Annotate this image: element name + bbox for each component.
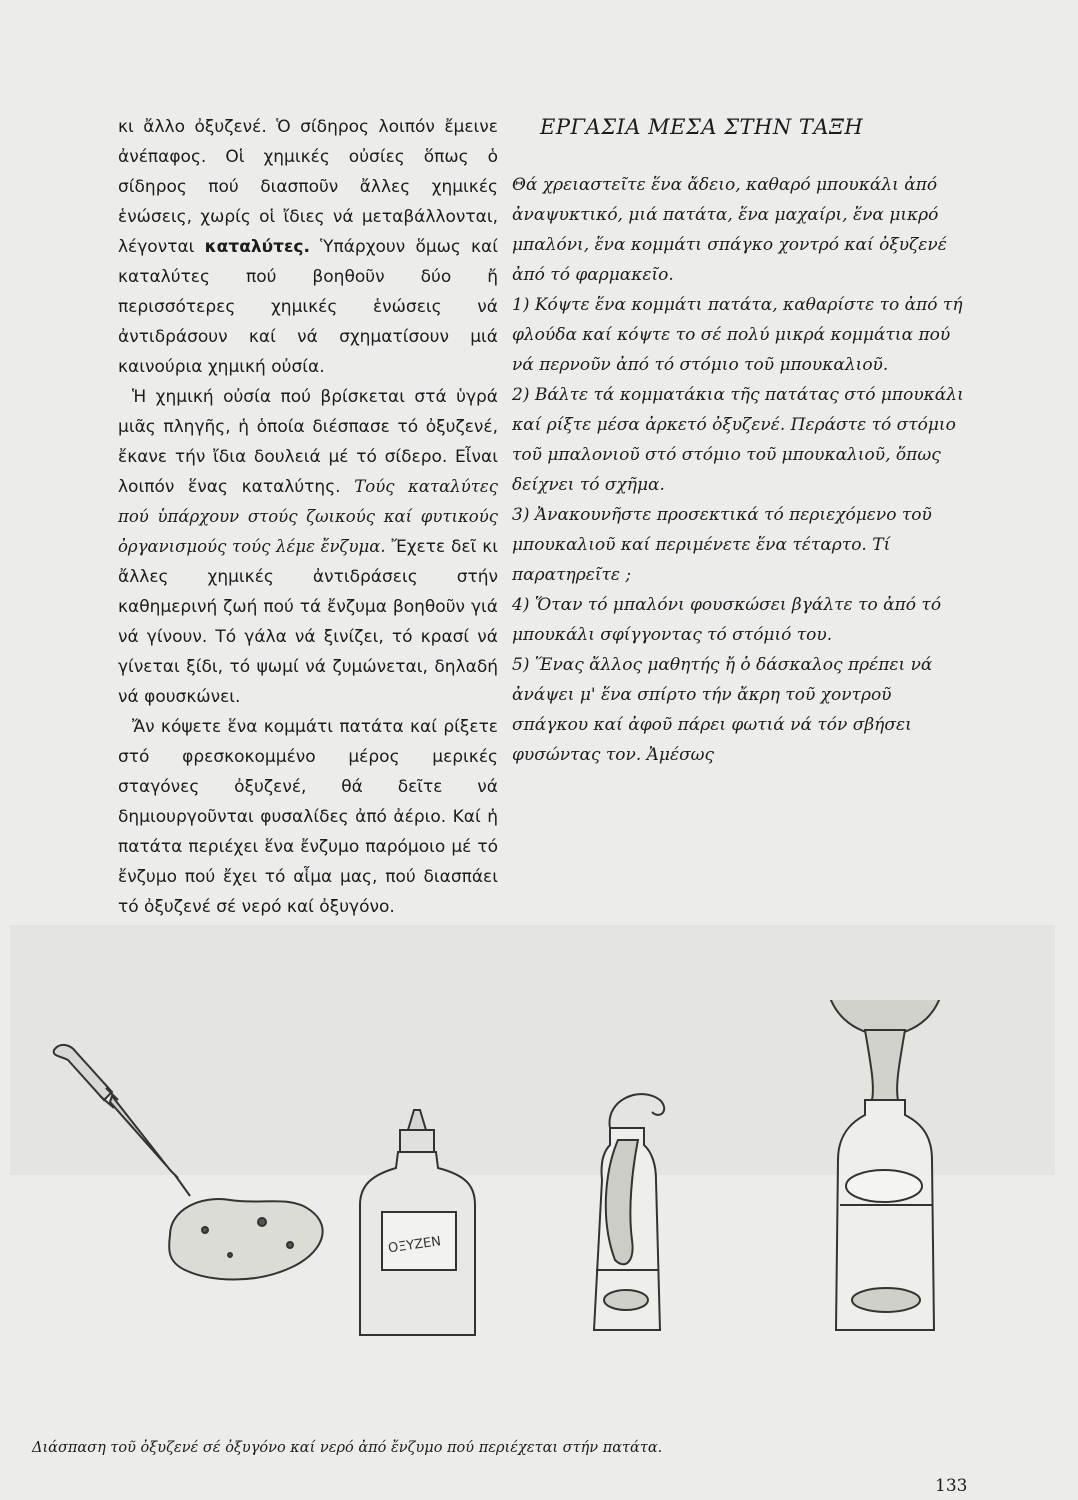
- section-title: ΕΡΓΑΣΙΑ ΜΕΣΑ ΣΤΗΝ ΤΑΞΗ: [540, 115, 864, 139]
- figure-caption: Διάσπαση τοῦ ὀξυζενέ σέ ὀξυγόνο καί νερό ἀπό ἔνζυμο πού περιέχεται στήν πατάτα.: [32, 1440, 663, 1456]
- svg-text:ΟΞΥΖΕΝ: ΟΞΥΖΕΝ: [387, 1234, 443, 1257]
- peroxide-bottle-drawing: [360, 1110, 475, 1335]
- left-column: [118, 112, 498, 922]
- term-catalysts: καταλύτες.: [204, 237, 310, 257]
- paragraph-catalysts: [118, 112, 498, 382]
- potato-drawing: [169, 1199, 323, 1279]
- step-5: 5) Ἕνας ἄλλος μαθητής ἤ ὁ δάσκαλος πρέπει νά ἀνάψει μ' ἕνα σπίρτο τήν ἄκρη τοῦ χοντροῦ σπάγκου καί ἀφοῦ πάρει φωτιά νά τόν σβήσει φυσώντας τον. Ἀμέσως: [512, 655, 933, 765]
- right-column: [512, 112, 964, 770]
- enzyme-definition: Τούς καταλύτες πού ὑπάρχουν στούς ζωικούς καί φυτικούς ὀργανισμούς τούς λέμε ἔνζυμα.: [118, 477, 498, 556]
- text-run: Ὑπάρχουν ὅμως καί καταλύτες πού βοηθοῦν δύο ἤ περισσότερες χημικές ἑνώσεις νά ἀντιδράσουν καί νά σχηματίσουν μιά καινούρια χημική οὐσία.: [118, 237, 499, 377]
- text-run: κι ἄλλο ὀξυζενέ. Ὁ σίδηρος λοιπόν ἔμεινε ἀνέπαφος. Οἱ χημικές οὐσίες ὅπως ὁ σίδηρος πού διασποῦν ἄλλες χημικές ἑνώσεις, χωρίς οἱ ἴδιες νά μεταβάλλονται, λέγονται: [118, 117, 498, 257]
- materials-paragraph: Θά χρειαστεῖτε ἕνα ἄδειο, καθαρό μπουκάλι ἀπό ἀναψυκτικό, μιά πατάτα, ἕνα μαχαίρι, ἕνα μικρό μπαλόνι, ἕνα κομμάτι σπάγκο χοντρό καί ὀξυζενέ ἀπό τό φαρμακεῖο.: [512, 175, 947, 285]
- bottle-deflated-balloon-drawing: [594, 1094, 664, 1330]
- step-4: 4) Ὅταν τό μπαλόνι φουσκώσει βγάλτε το ἀπό τό μπουκάλι σφίγγοντας τό στόμιό του.: [512, 595, 942, 645]
- experiment-illustration: [20, 1000, 1060, 1340]
- paragraph-potato: Ἄν κόψετε ἕνα κομμάτι πατάτα καί ρίξετε στό φρεσκοκομμένο μέρος μερικές σταγόνες ὀξυζενέ, θά δεῖτε νά δημιουργοῦνται φυσαλίδες ἀπό ἀέριο. Καί ἡ πατάτα περιέχει ἕνα ἔνζυμο παρόμοιο μέ τό ἔνζυμο πού ἔχει τό αἷμα μας, πού διασπάει τό ὀξυζενέ σέ νερό καί ὀξυγόνο.: [118, 717, 498, 917]
- step-1: 1) Κόψτε ἕνα κομμάτι πατάτα, καθαρίστε το ἀπό τή φλούδα καί κόψτε το σέ πολύ μικρά κομμάτια πού νά περνοῦν ἀπό τό στόμιο τοῦ μπουκαλιοῦ.: [512, 295, 963, 375]
- bottle-inflated-balloon-drawing: [827, 1000, 943, 1330]
- dropper-drawing: [54, 1045, 190, 1196]
- paragraph-enzymes: [118, 382, 498, 712]
- page-number: 133: [935, 1476, 968, 1496]
- step-3: 3) Ἀνακουνῆστε προσεκτικά τό περιεχόμενο τοῦ μπουκαλιοῦ καί περιμένετε ἕνα τέταρτο. Τί παρατηρεῖτε ;: [512, 505, 932, 585]
- text-run: Ἡ χημική οὐσία πού βρίσκεται στά ὑγρά μιᾶς πληγῆς, ἡ ὁποία διέσπασε τό ὀξυζενέ, ἔκανε τήν ἴδια δουλειά μέ τό σίδερο. Εἶναι λοιπόν ἕνας καταλύτης.: [118, 387, 498, 497]
- step-2: 2) Βάλτε τά κομματάκια τῆς πατάτας στό μπουκάλι καί ρίξτε μέσα ἀρκετό ὀξυζενέ. Περάστε τό στόμιο τοῦ μπαλονιοῦ στό στόμιο τοῦ μπουκαλιοῦ, ὅπως δείχνει τό σχῆμα.: [512, 385, 964, 495]
- text-run: Ἔχετε δεῖ κι ἄλλες χημικές ἀντιδράσεις στήν καθημερινή ζωή πού τά ἔνζυμα βοηθοῦν γιά νά γίνουν. Τό γάλα νά ξινίζει, τό κρασί νά γίνεται ξίδι, τό ψωμί νά ζυμώνεται, δηλαδή νά φουσκώνει.: [118, 537, 498, 707]
